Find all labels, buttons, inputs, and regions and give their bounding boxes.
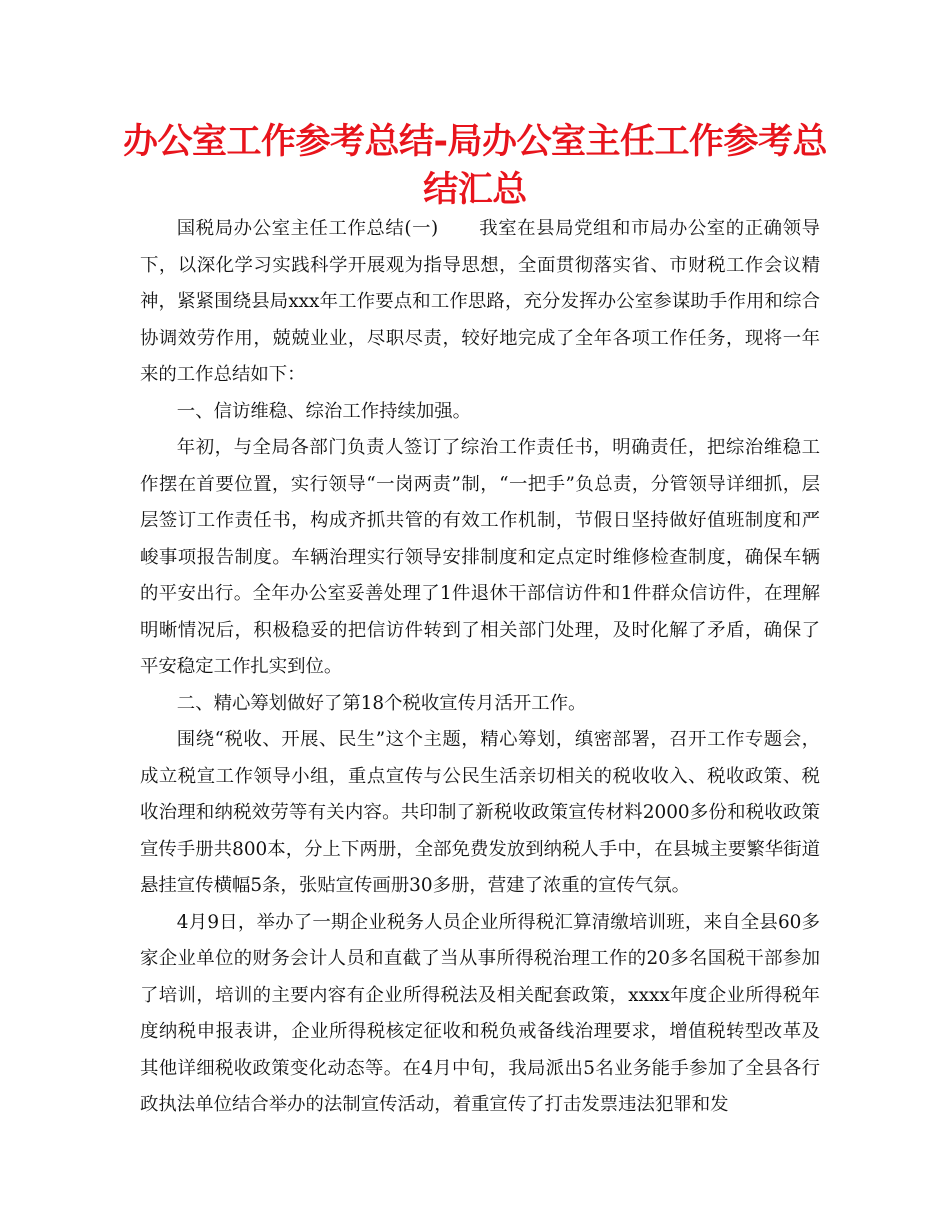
paragraph-1: 年初，与全局各部门负责人签订了综治工作责任书，明确责任，把综治维稳工作摆在首要位置，实行领导“一岗两责”制，“一把手”负总责，分管领导详细抓，层层签订工作责任书，构成齐抓共管的有效工作机制，节假日坚持做好值班制度和严峻事项报告制度。车辆治理实行领导安排制度和定点定时维修检查制度，确保车辆的平安出行。全年办公室妥善处理了1件退休干部信访件和1件群众信访件，在理解明晰情况后，积极稳妥的把信访件转到了相关部门处理，及时化解了矛盾，确保了平安稳定工作扎实到位。 bbox=[140, 437, 820, 677]
paragraph-3: 4月9日，举办了一期企业税务人员企业所得税汇算清缴培训班，来自全县60多家企业单位的财务会计人员和直截了当从事所得税治理工作的20多名国税干部参加了培训，培训的主要内容有企业所得税法及相关配套政策，xxxx年度企业所得税年度纳税申报表讲，企业所得税核定征收和税负戒备线治理要求，增值税转型改革及其他详细税收政策变化动态等。在4月中旬，我局派出5名业务能手参加了全县各行政执法单位结合举办的法制宣传活动，着重宣传了打击发票违法犯罪和发 bbox=[140, 911, 820, 1115]
section-heading-2: 二、精心筹划做好了第18个税收宣传月活开工作。 bbox=[176, 692, 587, 714]
paragraph-2: 围绕“税收、开展、民生”这个主题，精心筹划，缜密部署，召开工作专题会，成立税宣工作领导小组，重点宣传与公民生活亲切相关的税收收入、税收政策、税收治理和纳税效劳等有关内容。共印制了新税收政策宣传材料2000多份和税收政策宣传手册共800本，分上下两册，全部免费发放到纳税人手中，在县城主要繁华街道悬挂宣传横幅5条，张贴宣传画册30多册，营建了浓重的宣传气氛。 bbox=[140, 729, 820, 896]
intro-heading: 国税局办公室主任工作总结(一) bbox=[176, 218, 439, 239]
document-title: 办公室工作参考总结-局办公室主任工作参考总结汇总 bbox=[122, 122, 828, 210]
section-heading-1: 一、信访维稳、综治工作持续加强。 bbox=[176, 400, 472, 422]
paragraph-intro bbox=[140, 211, 820, 394]
document-body bbox=[140, 211, 820, 1124]
intro-text: 我室在县局党组和市局办公室的正确领导下，以深化学习实践科学开展观为指导思想，全面贯彻落实省、市财税工作会议精神，紧紧围绕县局xxx年工作要点和工作思路，充分发挥办公室参谋助手作用和综合协调效劳作用，兢兢业业，尽职尽责，较好地完成了全年各项工作任务，现将一年来的工作总结如下： bbox=[140, 218, 820, 385]
